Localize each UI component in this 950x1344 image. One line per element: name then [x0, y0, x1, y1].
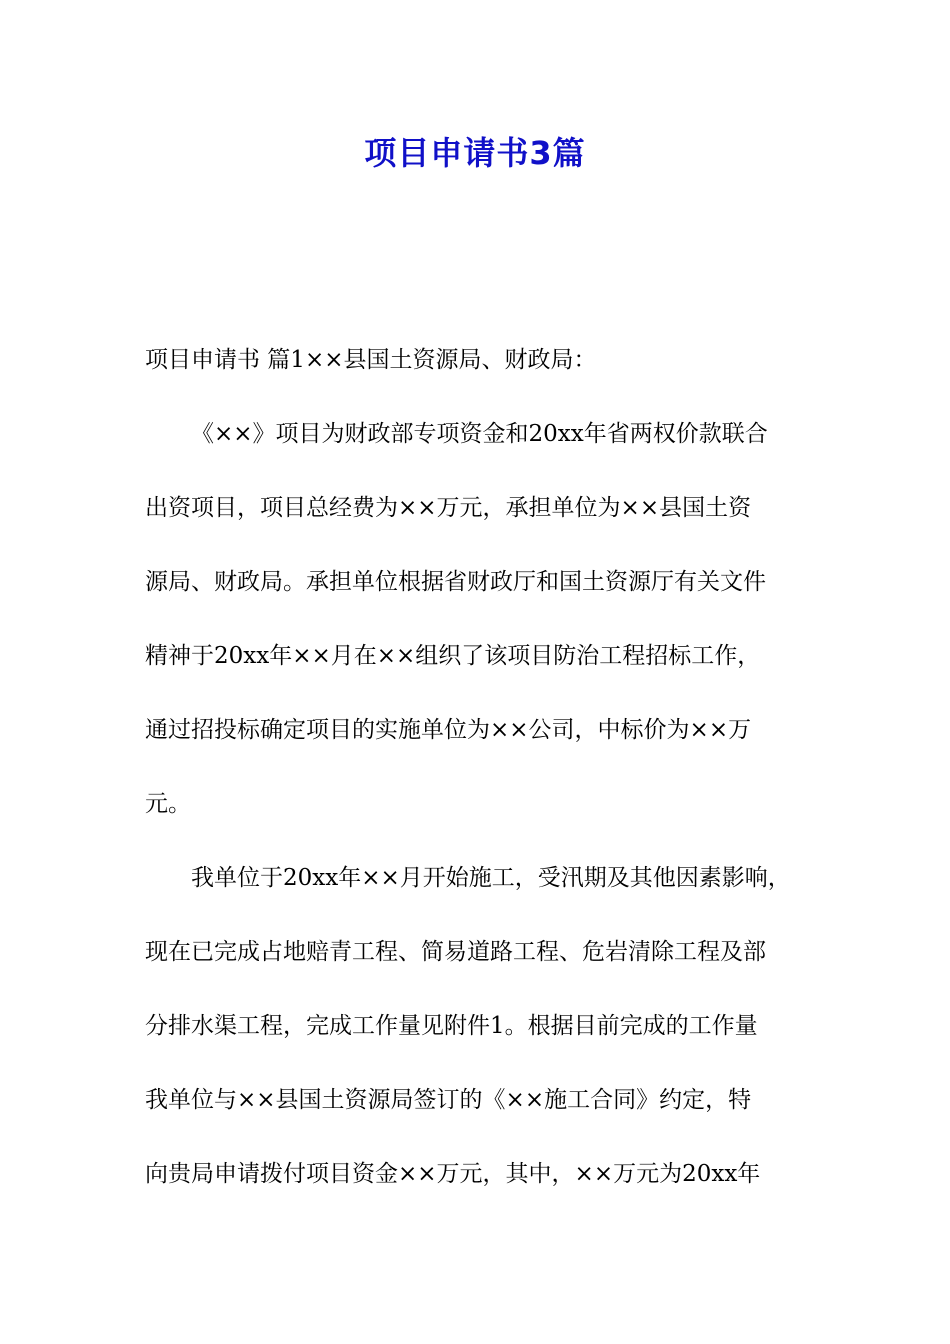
- paragraph-1-line-2: 出资项目，项目总经费为××万元，承担单位为××县国土资: [145, 495, 752, 521]
- document-title: 项目申请书3篇: [364, 134, 586, 172]
- paragraph-1-line-6: 元。: [145, 791, 191, 817]
- paragraph-1-line-1: 《××》项目为财政部专项资金和20xx年省两权价款联合: [191, 421, 768, 447]
- paragraph-2-line-4: 我单位与××县国土资源局签订的《××施工合同》约定，特: [145, 1087, 752, 1113]
- paragraph-2-line-2: 现在已完成占地赔青工程、简易道路工程、危岩清除工程及部: [145, 939, 766, 965]
- paragraph-2-line-5: 向贵局申请拨付项目资金××万元，其中，××万元为20xx年: [145, 1161, 761, 1187]
- paragraph-2-line-1: 我单位于20xx年××月开始施工，受汛期及其他因素影响，: [191, 865, 791, 891]
- addressee-line: 项目申请书 篇1××县国土资源局、财政局：: [145, 347, 597, 373]
- paragraph-1-line-5: 通过招投标确定项目的实施单位为××公司，中标价为××万: [145, 717, 752, 743]
- paragraph-1-line-3: 源局、财政局。承担单位根据省财政厅和国土资源厅有关文件: [145, 569, 766, 595]
- paragraph-1-line-4: 精神于20xx年××月在××组织了该项目防治工程招标工作，: [145, 643, 761, 669]
- document-body: [145, 336, 815, 1224]
- paragraph-2-line-3: 分排水渠工程，完成工作量见附件1。根据目前完成的工作量: [145, 1013, 758, 1039]
